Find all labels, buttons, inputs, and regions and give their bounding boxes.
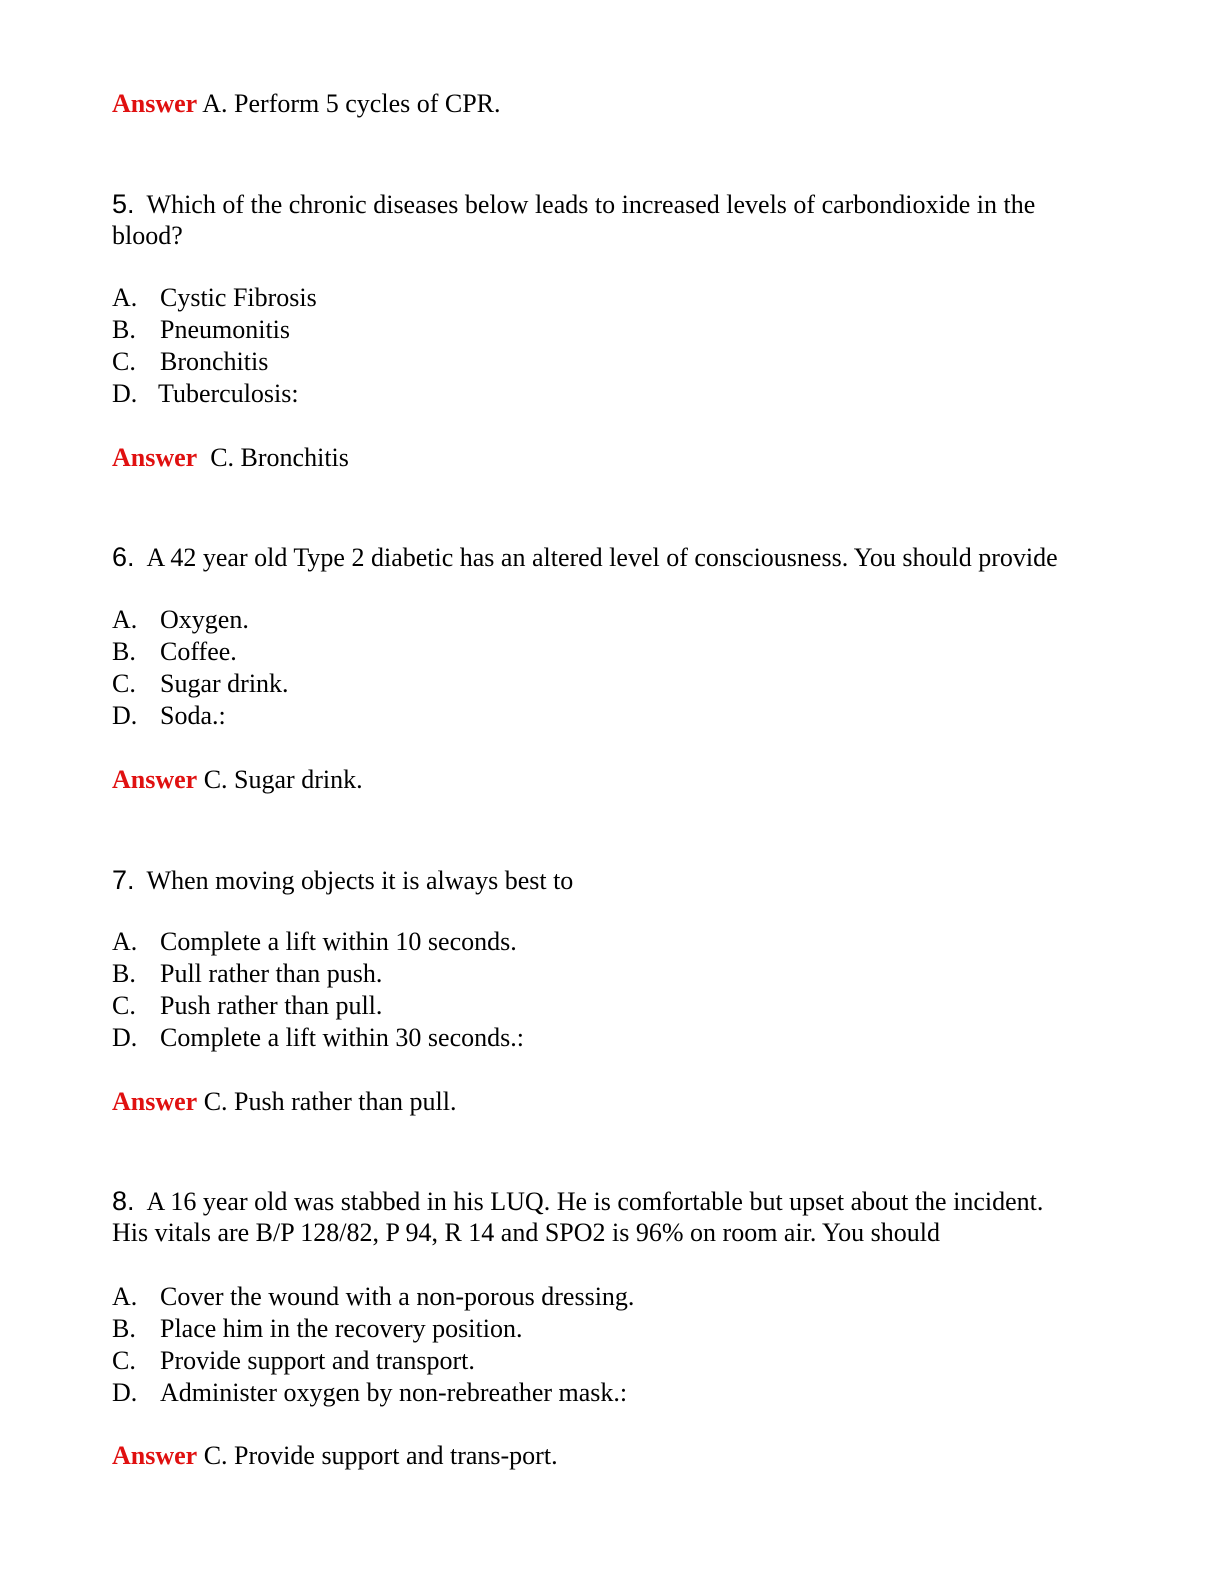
option-letter: A. [112, 283, 138, 312]
option-6a [112, 604, 249, 636]
option-text: Pull rather than push. [160, 959, 383, 988]
option-8a [112, 1281, 634, 1313]
option-letter: D. [112, 1023, 138, 1052]
option-letter: A. [112, 927, 138, 956]
answer-line-5 [112, 442, 349, 474]
answer-text: C. Bronchitis [197, 443, 349, 472]
option-letter: B. [112, 315, 136, 344]
option-text: Place him in the recovery position. [160, 1314, 523, 1343]
answer-label: Answer [112, 443, 198, 472]
answer-label: Answer [112, 1441, 198, 1470]
option-text: Tuberculosis: [158, 379, 299, 408]
question-text: A 42 year old Type 2 diabetic has an altered level of consciousness. You should provide [146, 543, 1058, 572]
option-text: Sugar drink. [160, 669, 289, 698]
answer-text: C. Provide support and trans-port. [197, 1441, 558, 1470]
option-8c [112, 1345, 475, 1377]
option-8d [112, 1377, 627, 1409]
option-5b [112, 314, 290, 346]
option-text: Complete a lift within 30 seconds.: [160, 1023, 524, 1052]
option-letter: D. [112, 701, 138, 730]
answer-line-6 [112, 764, 363, 796]
question-text: Which of the chronic diseases below leads to increased levels of carbondioxide in the [146, 190, 1036, 219]
question-6-text [112, 541, 1058, 574]
option-letter: B. [112, 1314, 136, 1343]
option-text: Bronchitis [160, 347, 269, 376]
question-number: 5. [112, 189, 135, 219]
answer-label: Answer [112, 765, 198, 794]
option-letter: B. [112, 959, 136, 988]
option-text: Cystic Fibrosis [160, 283, 317, 312]
answer-text: C. Sugar drink. [197, 765, 363, 794]
option-text: Pneumonitis [160, 315, 291, 344]
option-letter: C. [112, 1346, 136, 1375]
question-7-text [112, 864, 573, 897]
question-number: 7. [112, 865, 135, 895]
answer-text: A. Perform 5 cycles of CPR. [197, 89, 501, 118]
option-5d [112, 378, 299, 410]
question-8-text [112, 1185, 1043, 1218]
option-8b [112, 1313, 522, 1345]
option-5a [112, 282, 317, 314]
option-letter: C. [112, 669, 136, 698]
option-text: Soda.: [160, 701, 226, 730]
option-7a [112, 926, 517, 958]
option-7d [112, 1022, 524, 1054]
option-text: Cover the wound with a non-porous dressing. [160, 1282, 635, 1311]
answer-line-7 [112, 1086, 456, 1118]
option-letter: A. [112, 605, 138, 634]
option-letter: B. [112, 637, 136, 666]
question-8-text-cont: His vitals are B/P 128/82, P 94, R 14 and SPO2 is 96% on room air. You should [112, 1218, 940, 1247]
question-number: 8. [112, 1186, 135, 1216]
option-7b [112, 958, 382, 990]
question-text: A 16 year old was stabbed in his LUQ. He is comfortable but upset about the incident. [146, 1187, 1044, 1216]
option-6c [112, 668, 289, 700]
question-text: When moving objects it is always best to [146, 866, 574, 895]
question-number: 6. [112, 542, 135, 572]
answer-text: C. Push rather than pull. [197, 1087, 457, 1116]
option-text: Administer oxygen by non-rebreather mask.: [160, 1378, 628, 1407]
option-6b [112, 636, 237, 668]
answer-label: Answer [112, 1087, 198, 1116]
option-letter: C. [112, 347, 136, 376]
option-text: Provide support and transport. [160, 1346, 475, 1375]
option-letter: D. [112, 1378, 138, 1407]
option-5c [112, 346, 268, 378]
option-letter: D. [112, 379, 138, 408]
option-text: Coffee. [160, 637, 237, 666]
option-text: Oxygen. [160, 605, 249, 634]
option-text: Push rather than pull. [160, 991, 383, 1020]
option-text: Complete a lift within 10 seconds. [160, 927, 517, 956]
option-7c [112, 990, 382, 1022]
answer-line-8 [112, 1440, 558, 1472]
option-6d [112, 700, 226, 732]
option-letter: C. [112, 991, 136, 1020]
question-5-text [112, 188, 1035, 221]
option-letter: A. [112, 1282, 138, 1311]
question-5-text-cont: blood? [112, 221, 183, 250]
answer-line-prev [112, 88, 501, 120]
answer-label: Answer [112, 89, 198, 118]
